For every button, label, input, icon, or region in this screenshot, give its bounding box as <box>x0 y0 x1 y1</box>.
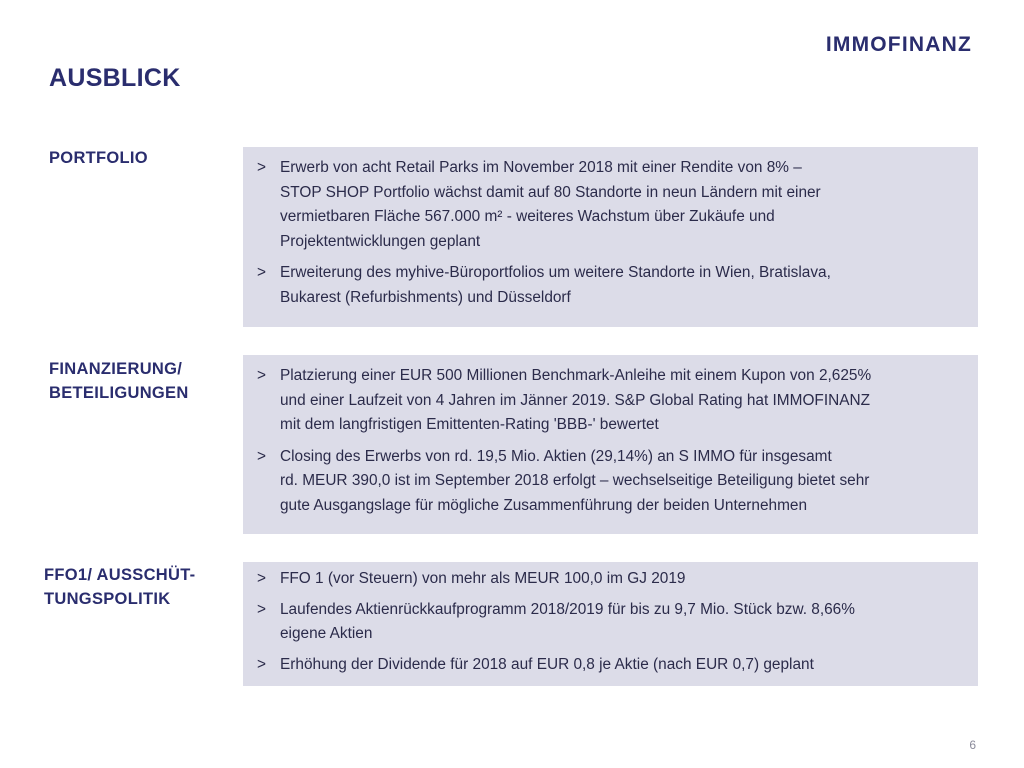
bullet-marker: > <box>257 570 266 587</box>
bullet-marker: > <box>257 367 266 384</box>
section-label-line: FINANZIERUNG/ <box>49 360 183 378</box>
bullet-item <box>253 156 966 254</box>
section-label-line: TUNGSPOLITIK <box>44 590 171 608</box>
bullet-text-line: Bukarest (Refurbishments) und Düsseldorf <box>280 288 571 306</box>
bullet-text-line: Platzierung einer EUR 500 Millionen Benchmark-Anleihe mit einem Kupon von 2,625% <box>280 367 872 384</box>
bullet-item <box>253 598 966 647</box>
bullet-text-line: und einer Laufzeit von 4 Jahren im Jänner 2019. S&P Global Rating hat IMMOFINANZ <box>280 391 870 409</box>
page-title: AUSBLICK <box>49 64 181 92</box>
bullet-item <box>253 567 966 592</box>
page-number: 6 <box>969 738 976 752</box>
bullet-item <box>253 445 966 519</box>
bullet-text-line: Erhöhung der Dividende für 2018 auf EUR 0,8 je Aktie (nach EUR 0,7) geplant <box>280 655 814 673</box>
bullet-text-line: FFO 1 (vor Steuern) von mehr als MEUR 100,0 im GJ 2019 <box>280 570 686 587</box>
bullet-text-line: mit dem langfristigen Emittenten-Rating 'BBB-' bewertet <box>280 416 659 433</box>
bullet-marker: > <box>257 159 266 176</box>
bullet-marker: > <box>257 600 266 618</box>
section-label-finanzierung <box>49 357 189 405</box>
bullet-text-line: rd. MEUR 390,0 ist im September 2018 erfolgt – wechselseitige Beteiligung bietet sehr <box>280 472 870 489</box>
brand-logo: IMMOFINANZ <box>825 33 972 56</box>
finanzierung-box <box>243 355 978 534</box>
section-label-line: PORTFOLIO <box>49 149 148 167</box>
section-label-portfolio <box>49 146 148 170</box>
bullet-item <box>253 261 966 310</box>
portfolio-box <box>243 147 978 327</box>
bullet-text-line: Projektentwicklungen geplant <box>280 232 481 250</box>
bullet-marker: > <box>257 655 266 673</box>
bullet-marker: > <box>257 264 266 281</box>
bullet-item <box>253 364 966 438</box>
bullet-text-line: STOP SHOP Portfolio wächst damit auf 80 Standorte in neun Ländern mit einer <box>280 183 821 201</box>
bullet-text-line: Erweiterung des myhive-Büroportfolios um weitere Standorte in Wien, Bratislava, <box>280 264 831 281</box>
section-label-line: FFO1/ AUSSCHÜT- <box>44 566 196 584</box>
bullet-text-line: gute Ausgangslage für mögliche Zusammenführung der beiden Unternehmen <box>280 496 808 514</box>
bullet-text-line: eigene Aktien <box>280 625 373 642</box>
bullet-text-line: Erwerb von acht Retail Parks im November 2018 mit einer Rendite von 8% – <box>280 159 802 176</box>
section-label-line: BETEILIGUNGEN <box>49 384 189 402</box>
bullet-text-line: vermietbaren Fläche 567.000 m² - weiteres Wachstum über Zukäufe und <box>280 208 775 225</box>
section-label-ffo <box>44 563 195 611</box>
ffo-box <box>243 562 978 686</box>
bullet-text-line: Closing des Erwerbs von rd. 19,5 Mio. Aktien (29,14%) an S IMMO für insgesamt <box>280 447 832 465</box>
bullet-item <box>253 653 966 678</box>
bullet-marker: > <box>257 447 266 465</box>
bullet-text-line: Laufendes Aktienrückkaufprogramm 2018/2019 für bis zu 9,7 Mio. Stück bzw. 8,66% <box>280 600 855 618</box>
